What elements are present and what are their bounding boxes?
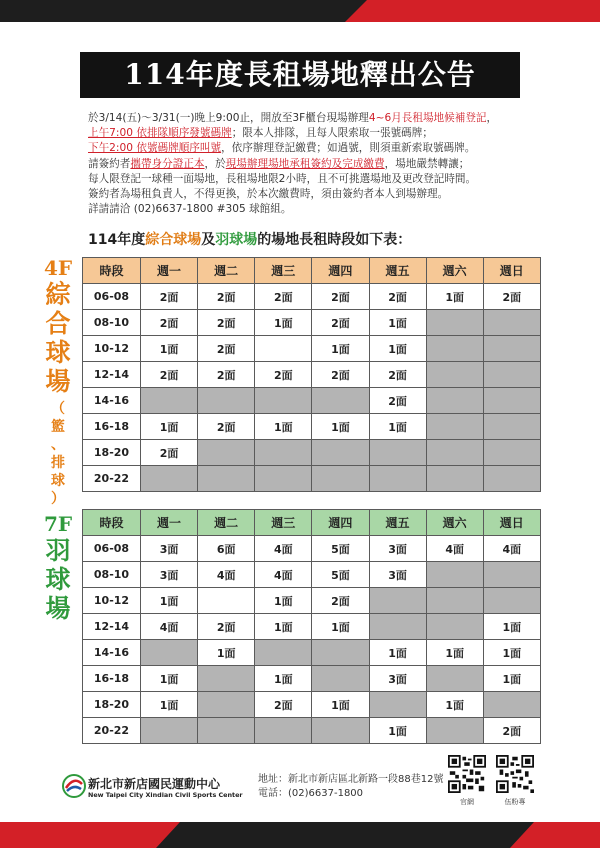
subhead-a: 114年度 [88, 232, 146, 248]
blocked-cell [483, 692, 540, 718]
blocked-cell [426, 440, 483, 466]
blocked-cell [198, 692, 255, 718]
blocked-cell [483, 388, 540, 414]
bottom-red-stripe-right [510, 822, 600, 848]
blocked-cell [198, 388, 255, 414]
court-count-cell: 2面 [369, 362, 426, 388]
blocked-cell [483, 414, 540, 440]
notice-l2a: 上午7:00 依排隊順序發號碼牌 [88, 127, 232, 140]
bottom-decor-bar [0, 822, 600, 848]
court-count-cell: 4面 [255, 562, 312, 588]
court-count-cell: 2面 [369, 284, 426, 310]
notice-text [88, 111, 558, 217]
contact-info [258, 773, 443, 801]
name-char: 球 [45, 338, 71, 367]
blocked-cell [141, 388, 198, 414]
court-count-cell: 1面 [483, 666, 540, 692]
timeslot-cell: 10-12 [83, 588, 141, 614]
timeslot-cell: 20-22 [83, 718, 141, 744]
notice-line-6: 簽約者為場租負責人，不得更換，於本次繳費時，須由簽約者本人到場辦理。 [88, 188, 449, 201]
header-cell-day: 週二 [198, 510, 255, 536]
subhead-d: 羽球場 [215, 232, 258, 248]
blocked-cell [426, 310, 483, 336]
blocked-cell [369, 466, 426, 492]
court-count-cell: 1面 [141, 414, 198, 440]
blocked-cell [426, 362, 483, 388]
court-count-cell: 4面 [255, 536, 312, 562]
court-count-cell [255, 336, 312, 362]
blocked-cell [426, 718, 483, 744]
top-red-stripe [345, 0, 600, 22]
timeslot-cell: 10-12 [83, 336, 141, 362]
court-count-cell: 3面 [141, 562, 198, 588]
schedule-subheading [88, 229, 411, 249]
org-name-cn: 新北市新店國民運動中心 [88, 777, 221, 791]
court-count-cell: 1面 [426, 284, 483, 310]
blocked-cell [426, 562, 483, 588]
blocked-cell [198, 466, 255, 492]
court-count-cell: 2面 [312, 310, 369, 336]
court-count-cell: 1面 [369, 336, 426, 362]
header-cell-day: 週一 [141, 510, 198, 536]
header-cell-day: 週六 [426, 258, 483, 284]
blocked-cell [426, 588, 483, 614]
timeslot-cell: 20-22 [83, 466, 141, 492]
court-count-cell: 3面 [369, 666, 426, 692]
header-cell-timeslot: 時段 [83, 258, 141, 284]
blocked-cell [426, 466, 483, 492]
table-row [83, 414, 541, 440]
table-row [83, 614, 541, 640]
court-count-cell: 2面 [141, 440, 198, 466]
court-count-cell: 2面 [141, 310, 198, 336]
section-label-7f [40, 512, 76, 623]
top-decor-bar [0, 0, 600, 22]
court-count-cell: 2面 [198, 310, 255, 336]
table-row [83, 284, 541, 310]
section-name-4f [40, 280, 76, 396]
notice-l4c: ，於 [204, 157, 226, 170]
blocked-cell [141, 640, 198, 666]
table-row [83, 388, 541, 414]
court-count-cell: 1面 [141, 588, 198, 614]
court-count-cell: 1面 [483, 640, 540, 666]
timeslot-cell: 16-18 [83, 666, 141, 692]
blocked-cell [483, 362, 540, 388]
blocked-cell [426, 388, 483, 414]
court-count-cell: 5面 [312, 562, 369, 588]
header-cell-timeslot: 時段 [83, 510, 141, 536]
blocked-cell [369, 692, 426, 718]
header-cell-day: 週二 [198, 258, 255, 284]
court-count-cell: 1面 [198, 640, 255, 666]
header-cell-day: 週一 [141, 258, 198, 284]
header-cell-day: 週四 [312, 258, 369, 284]
blocked-cell [255, 640, 312, 666]
court-count-cell: 1面 [426, 692, 483, 718]
note-char: ） [51, 491, 65, 507]
blocked-cell [426, 614, 483, 640]
notice-l1c: ， [486, 112, 498, 124]
note-char: 、 [51, 437, 65, 453]
court-count-cell: 4面 [483, 536, 540, 562]
court-count-cell: 2面 [198, 614, 255, 640]
court-count-cell: 2面 [198, 284, 255, 310]
table-row [83, 362, 541, 388]
court-count-cell: 1面 [312, 336, 369, 362]
section-label-4f [40, 256, 76, 508]
section-name-7f [40, 536, 76, 623]
blocked-cell [312, 640, 369, 666]
notice-l4a: 請簽約者 [88, 157, 131, 170]
table-header-row [83, 258, 541, 284]
blocked-cell [369, 440, 426, 466]
court-count-cell: 1面 [369, 640, 426, 666]
subhead-b: 綜合球場 [145, 232, 202, 248]
court-count-cell: 3面 [369, 562, 426, 588]
blocked-cell [141, 466, 198, 492]
header-cell-day: 週五 [369, 258, 426, 284]
subhead-e: 的場地長租時段如下表： [257, 232, 412, 248]
notice-l1a: 於3/14(五)～3/31(一)晚上9:00止，開放至3F櫃台現場辦理 [88, 112, 369, 124]
header-cell-day: 週日 [483, 510, 540, 536]
court-count-cell: 2面 [312, 588, 369, 614]
table-row [83, 588, 541, 614]
court-count-cell: 2面 [141, 284, 198, 310]
blocked-cell [483, 440, 540, 466]
court-count-cell: 1面 [255, 310, 312, 336]
notice-line-4 [88, 157, 558, 172]
blocked-cell [369, 588, 426, 614]
blocked-cell [483, 588, 540, 614]
notice-line-7: 詳請請洽 (02)6637-1800 #305 球館組。 [88, 203, 292, 216]
timeslot-cell: 16-18 [83, 414, 141, 440]
notice-line-3 [88, 141, 558, 156]
note-char: 排 [51, 455, 65, 471]
court-count-cell: 2面 [312, 284, 369, 310]
notice-l4e: ，場地嚴禁轉讓； [384, 157, 470, 170]
court-count-cell: 3面 [369, 536, 426, 562]
timeslot-cell: 06-08 [83, 536, 141, 562]
name-char: 球 [45, 565, 71, 594]
court-count-cell: 1面 [369, 414, 426, 440]
name-char: 綜 [45, 280, 71, 309]
org-logo-icon [62, 774, 86, 798]
blocked-cell [255, 718, 312, 744]
blocked-cell [312, 718, 369, 744]
court-count-cell: 2面 [198, 362, 255, 388]
name-char: 場 [45, 367, 71, 396]
header-cell-day: 週五 [369, 510, 426, 536]
court-count-cell: 2面 [483, 718, 540, 744]
schedule-table-4f [82, 257, 541, 492]
court-count-cell: 5面 [312, 536, 369, 562]
header-cell-day: 週四 [312, 510, 369, 536]
court-count-cell: 1面 [255, 588, 312, 614]
floor-4f: 4F [43, 256, 73, 280]
court-count-cell: 4面 [141, 614, 198, 640]
blocked-cell [312, 666, 369, 692]
court-count-cell: 6面 [198, 536, 255, 562]
court-count-cell: 2面 [369, 388, 426, 414]
blocked-cell [141, 718, 198, 744]
note-char: （ [51, 401, 65, 417]
court-count-cell: 1面 [483, 614, 540, 640]
timeslot-cell: 14-16 [83, 640, 141, 666]
header-cell-day: 週三 [255, 258, 312, 284]
blocked-cell [255, 440, 312, 466]
blocked-cell [312, 388, 369, 414]
blocked-cell [369, 614, 426, 640]
table-row [83, 336, 541, 362]
page-title: 114年度長租場地釋出公告 [80, 52, 520, 98]
header-cell-day: 週日 [483, 258, 540, 284]
court-count-cell: 1面 [312, 414, 369, 440]
name-char: 羽 [45, 536, 71, 565]
name-char: 場 [45, 594, 71, 623]
blocked-cell [483, 310, 540, 336]
notice-line-5: 每人限登記一球種一面場地，長租場地限2小時，且不可挑選場地及更改登記時間。 [88, 172, 477, 185]
court-count-cell: 4面 [426, 536, 483, 562]
qr-code-website-icon[interactable] [448, 755, 486, 793]
subhead-c: 及 [201, 232, 216, 248]
qr-label-website: 官網 [460, 798, 474, 806]
table-row [83, 718, 541, 744]
table-row [83, 666, 541, 692]
notice-l4d: 現場辦理場地承租簽約及完成繳費 [225, 157, 385, 170]
bottom-red-stripe-left [0, 822, 180, 848]
blocked-cell [426, 666, 483, 692]
court-count-cell: 2面 [198, 336, 255, 362]
court-count-cell: 1面 [369, 310, 426, 336]
notice-line-1 [88, 111, 558, 126]
table-row [83, 692, 541, 718]
court-count-cell: 2面 [255, 692, 312, 718]
blocked-cell [483, 562, 540, 588]
court-count-cell [198, 588, 255, 614]
notice-line-2 [88, 126, 558, 141]
court-count-cell: 1面 [426, 640, 483, 666]
court-count-cell: 2面 [255, 284, 312, 310]
table-row [83, 640, 541, 666]
note-char: 籃 [51, 419, 65, 435]
floor-7f: 7F [43, 512, 73, 536]
notice-l2b: ；限本人排隊，且每人限索取一張號碼牌； [231, 127, 433, 140]
table-row [83, 536, 541, 562]
court-count-cell: 2面 [255, 362, 312, 388]
header-cell-day: 週六 [426, 510, 483, 536]
blocked-cell [198, 718, 255, 744]
blocked-cell [312, 440, 369, 466]
qr-label-fanpage: 伍粉專 [504, 798, 526, 806]
table-row [83, 440, 541, 466]
phone-text: 電話：(02)6637-1800 [258, 788, 364, 799]
blocked-cell [198, 440, 255, 466]
org-name-en: New Taipei City Xindian Civil Sports Center [88, 791, 243, 799]
court-count-cell: 1面 [141, 666, 198, 692]
court-count-cell: 2面 [141, 362, 198, 388]
blocked-cell [483, 336, 540, 362]
timeslot-cell: 12-14 [83, 362, 141, 388]
blocked-cell [312, 466, 369, 492]
blocked-cell [198, 666, 255, 692]
court-count-cell: 2面 [312, 362, 369, 388]
timeslot-cell: 18-20 [83, 692, 141, 718]
timeslot-cell: 08-10 [83, 310, 141, 336]
qr-code-fanpage-icon[interactable] [496, 755, 534, 793]
court-count-cell: 2面 [198, 414, 255, 440]
court-count-cell: 4面 [198, 562, 255, 588]
timeslot-cell: 12-14 [83, 614, 141, 640]
notice-l3b: ，依序辦理登記繳費；如過號，則須重新索取號碼牌。 [221, 142, 476, 155]
timeslot-cell: 14-16 [83, 388, 141, 414]
court-count-cell: 1面 [312, 614, 369, 640]
blocked-cell [255, 466, 312, 492]
blocked-cell [483, 466, 540, 492]
blocked-cell [426, 336, 483, 362]
table-header-row [83, 510, 541, 536]
blocked-cell [426, 414, 483, 440]
note-char: 球 [51, 473, 65, 489]
notice-l3a: 下午2:00 依號碼牌順序叫號 [88, 142, 222, 155]
blocked-cell [255, 388, 312, 414]
schedule-table-7f [82, 509, 541, 744]
timeslot-cell: 06-08 [83, 284, 141, 310]
court-count-cell: 2面 [483, 284, 540, 310]
notice-l1b: 4~6月長租場地候補登記 [368, 112, 487, 124]
table-row [83, 466, 541, 492]
notice-l4b: 攜帶身分證正本 [130, 157, 205, 170]
court-count-cell: 1面 [141, 336, 198, 362]
table-row [83, 562, 541, 588]
court-count-cell: 1面 [312, 692, 369, 718]
section-note-4f [40, 400, 76, 508]
name-char: 合 [45, 309, 71, 338]
timeslot-cell: 08-10 [83, 562, 141, 588]
header-cell-day: 週三 [255, 510, 312, 536]
court-count-cell: 1面 [255, 614, 312, 640]
address-text: 地址：新北市新店區北新路一段88巷12號 [258, 774, 444, 785]
court-count-cell: 1面 [369, 718, 426, 744]
court-count-cell: 1面 [255, 414, 312, 440]
court-count-cell: 3面 [141, 536, 198, 562]
timeslot-cell: 18-20 [83, 440, 141, 466]
court-count-cell: 1面 [255, 666, 312, 692]
table-row [83, 310, 541, 336]
court-count-cell: 1面 [141, 692, 198, 718]
